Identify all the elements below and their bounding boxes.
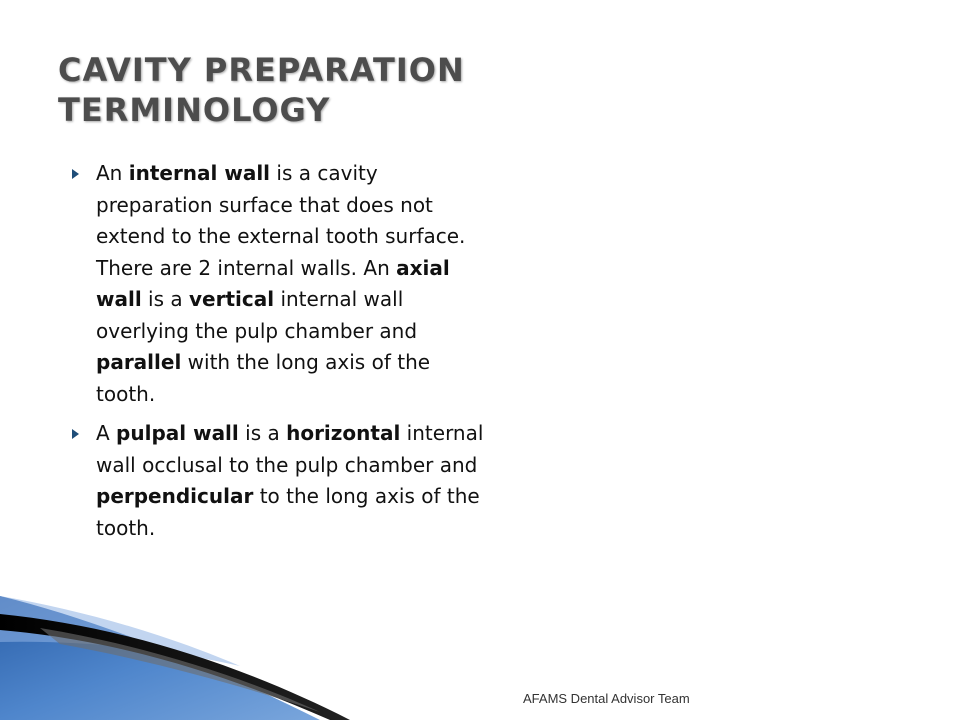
slide-title — [58, 50, 678, 130]
bullet-segment: A — [96, 421, 117, 445]
bullet-segment: is a — [141, 287, 189, 311]
bullet-term: perpendicular — [96, 484, 254, 508]
bullet-text — [96, 161, 465, 406]
triangle-bullet-icon — [72, 169, 79, 179]
bullet-term: vertical — [189, 287, 275, 311]
bullet-term: parallel — [96, 350, 182, 374]
triangle-bullet-icon — [72, 429, 79, 439]
bullet-term: horizontal — [286, 421, 401, 445]
bullet-segment: An — [96, 161, 129, 185]
bullet-text — [96, 421, 483, 540]
bullet-segment: internal wall occlusal to the pulp chamber and — [96, 421, 484, 477]
slide-title-line-1: CAVITY PREPARATION — [58, 51, 465, 89]
bullet-segment: is a cavity preparation surface that does not extend to the external tooth surface. There are 2 internal walls. An — [96, 161, 466, 280]
bullet-item — [68, 418, 488, 544]
bullet-segment: is a — [238, 421, 287, 445]
footer-text: AFAMS Dental Advisor Team — [523, 691, 690, 706]
blue-swoosh-shape — [0, 596, 320, 720]
gray-swoosh-shape — [40, 628, 320, 712]
bullet-segment: internal wall overlying the pulp chamber and — [96, 287, 418, 343]
bullet-segment: to the long axis of the tooth. — [96, 484, 480, 540]
bullet-segment: with the long axis of the tooth. — [96, 350, 431, 406]
bullet-item — [68, 158, 488, 410]
slide-title-line-2: TERMINOLOGY — [58, 91, 331, 129]
black-swoosh-shape — [0, 614, 350, 720]
bullet-term: internal wall — [128, 161, 271, 185]
bullet-term: axial wall — [96, 255, 450, 311]
light-swoosh-shape — [0, 596, 240, 666]
bullet-list — [68, 158, 488, 552]
bullet-term: pulpal wall — [116, 421, 239, 445]
